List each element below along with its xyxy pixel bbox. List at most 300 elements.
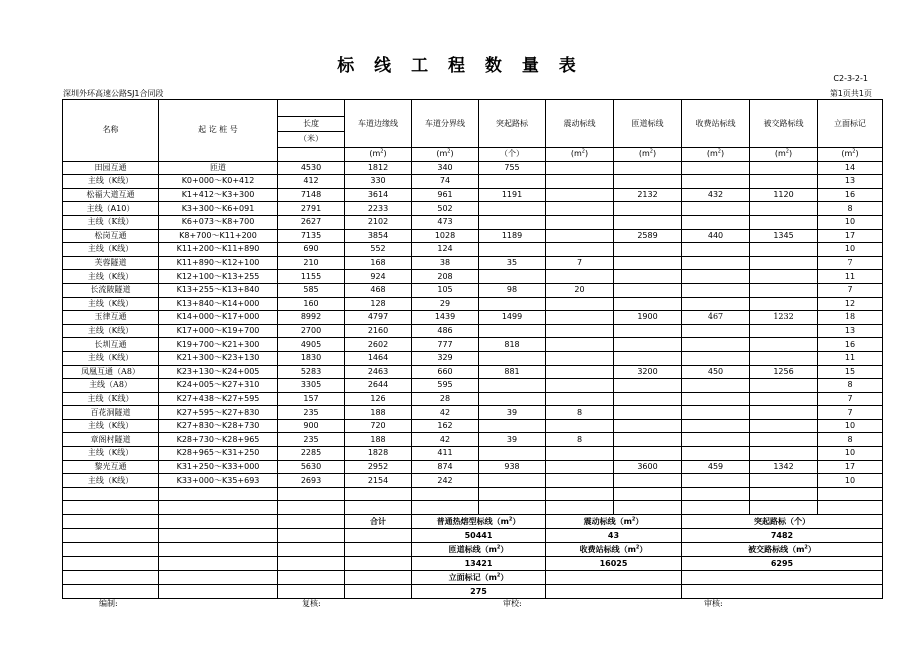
unit-label: (m — [436, 149, 448, 159]
table-cell — [479, 202, 546, 216]
blank-cell — [63, 543, 159, 557]
table-cell: 2463 — [345, 365, 412, 379]
blank-cell — [63, 515, 159, 529]
label-close: ） — [635, 516, 644, 526]
document-code: C2-3-2-1 — [833, 74, 868, 83]
table-cell: 2627 — [278, 215, 345, 229]
facade-value: 275 — [412, 585, 546, 599]
table-cell: 467 — [682, 311, 750, 325]
table-cell — [750, 202, 818, 216]
page-info: 第1页共1页 — [829, 89, 872, 98]
table-row — [63, 379, 883, 393]
table-cell: 10 — [818, 474, 883, 488]
table-cell: 235 — [278, 406, 345, 420]
table-cell: 329 — [412, 351, 479, 365]
table-cell: 330 — [345, 175, 412, 189]
label-close: ） — [639, 544, 648, 554]
table-cell: K24+005～K27+310 — [159, 379, 278, 393]
unit-close: ) — [720, 149, 725, 159]
table-cell: 10 — [818, 243, 883, 257]
unit-cell-6 — [750, 148, 818, 162]
table-cell: 1900 — [614, 311, 682, 325]
table-cell — [546, 392, 614, 406]
table-cell — [546, 229, 614, 243]
table-cell: 3305 — [278, 379, 345, 393]
superscript-2: 2 — [631, 515, 636, 522]
table-cell: 486 — [412, 324, 479, 338]
unit-close: ) — [584, 149, 589, 159]
table-cell: 29 — [412, 297, 479, 311]
table-cell — [614, 379, 682, 393]
header-name: 名称 — [63, 100, 159, 162]
unit-label: (m — [570, 149, 582, 159]
table-cell: K28+730～K28+965 — [159, 433, 278, 447]
blank-cell — [63, 585, 159, 599]
table-cell: 12 — [818, 297, 883, 311]
table-cell: 777 — [412, 338, 479, 352]
blank-cell — [412, 487, 479, 501]
table-cell: 主线（K线） — [63, 324, 159, 338]
table-cell: 14 — [818, 161, 883, 175]
table-cell: 芙蓉隧道 — [63, 256, 159, 270]
unit-cell-7 — [818, 148, 883, 162]
table-cell: 459 — [682, 460, 750, 474]
table-cell: 128 — [345, 297, 412, 311]
header-length-cell — [278, 117, 345, 148]
table-cell: K27+595～K27+830 — [159, 406, 278, 420]
table-cell — [546, 215, 614, 229]
superscript-2: 2 — [447, 148, 451, 155]
blank-cell — [682, 571, 883, 585]
unit-cell-1 — [412, 148, 479, 162]
blank-cell — [546, 585, 682, 599]
unit-close: ) — [383, 149, 387, 159]
blank-cell — [682, 501, 750, 515]
superscript-2: 2 — [496, 543, 501, 550]
blank-cell — [614, 501, 682, 515]
table-cell — [750, 243, 818, 257]
table-cell: 210 — [278, 256, 345, 270]
unit-cell-5 — [682, 148, 750, 162]
unit-label: (m — [369, 149, 381, 159]
facade-label — [412, 571, 546, 585]
table-cell: 7 — [818, 256, 883, 270]
summary-row — [63, 557, 883, 571]
header-col-2: 突起路标 — [479, 100, 546, 148]
blank-cell — [345, 543, 412, 557]
table-row — [63, 161, 883, 175]
unit-cell-3 — [546, 148, 614, 162]
blank-cell — [546, 487, 614, 501]
vibration-value: 43 — [546, 529, 682, 543]
table-cell: 450 — [682, 365, 750, 379]
table-cell: 2644 — [345, 379, 412, 393]
blank-cell — [159, 529, 278, 543]
table-cell: 18 — [818, 311, 883, 325]
table-cell: 412 — [278, 175, 345, 189]
table-cell: 162 — [412, 419, 479, 433]
table-row — [63, 283, 883, 297]
table-cell — [614, 324, 682, 338]
table-cell: 主线（K线） — [63, 270, 159, 284]
header-length-blank — [278, 148, 345, 162]
table-cell: 2602 — [345, 338, 412, 352]
table-cell: 1812 — [345, 161, 412, 175]
table-cell: K0+000～K0+412 — [159, 175, 278, 189]
table-row — [63, 229, 883, 243]
table-cell: 38 — [412, 256, 479, 270]
table-cell: 凤凰互通（A8） — [63, 365, 159, 379]
table-cell: 7135 — [278, 229, 345, 243]
blank-cell — [546, 501, 614, 515]
page-title: 标 线 工 程 数 量 表 — [337, 56, 583, 76]
table-cell: 690 — [278, 243, 345, 257]
table-cell: 10 — [818, 447, 883, 461]
table-cell — [546, 324, 614, 338]
table-cell: 长流陂隧道 — [63, 283, 159, 297]
table-cell — [546, 338, 614, 352]
header-range: 起 讫 桩 号 — [159, 100, 278, 162]
table-cell: 1342 — [750, 460, 818, 474]
table-cell — [750, 474, 818, 488]
table-cell — [546, 351, 614, 365]
table-cell — [682, 283, 750, 297]
table-cell — [682, 406, 750, 420]
blank-cell — [159, 571, 278, 585]
table-cell — [682, 419, 750, 433]
table-cell: 黎光互通 — [63, 460, 159, 474]
blank-cell — [546, 571, 682, 585]
blank-cell — [63, 487, 159, 501]
table-cell: 473 — [412, 215, 479, 229]
superscript-2: 2 — [380, 148, 384, 155]
label-close: ） — [500, 544, 509, 554]
table-cell: 1828 — [345, 447, 412, 461]
summary-label-text: 匝道标线（m — [448, 544, 497, 554]
table-cell: 主线（K线） — [63, 392, 159, 406]
table-cell: 1028 — [412, 229, 479, 243]
blank-cell — [345, 571, 412, 585]
summary-row — [63, 515, 883, 529]
unit-label: (m — [774, 149, 786, 159]
table-cell: K13+840～K14+000 — [159, 297, 278, 311]
table-cell: 1256 — [750, 365, 818, 379]
table-cell: 818 — [479, 338, 546, 352]
table-cell: K12+100～K13+255 — [159, 270, 278, 284]
table-cell — [546, 243, 614, 257]
table-row — [63, 297, 883, 311]
blank-cell — [345, 529, 412, 543]
superscript-2: 2 — [852, 148, 856, 155]
superscript-2: 2 — [581, 148, 585, 155]
table-cell: 13 — [818, 324, 883, 338]
table-cell — [750, 175, 818, 189]
table-cell: 主线（A8） — [63, 379, 159, 393]
blank-cell — [614, 487, 682, 501]
table-cell: 主线（K线） — [63, 474, 159, 488]
table-cell — [479, 474, 546, 488]
table-cell: 411 — [412, 447, 479, 461]
blank-cell — [278, 571, 345, 585]
unit-label: (m — [638, 149, 650, 159]
table-cell — [614, 392, 682, 406]
table-cell: 松岗互通 — [63, 229, 159, 243]
footer-audit: 审校: — [503, 599, 522, 608]
footer-check: 复核: — [302, 599, 321, 608]
blank-cell — [63, 529, 159, 543]
table-cell: 468 — [345, 283, 412, 297]
table-cell: 16 — [818, 188, 883, 202]
table-cell — [750, 351, 818, 365]
blank-cell — [63, 501, 159, 515]
unit-cell-4 — [614, 148, 682, 162]
unit-cell-0 — [345, 148, 412, 162]
table-cell: 15 — [818, 365, 883, 379]
table-cell — [750, 392, 818, 406]
table-cell: 39 — [479, 406, 546, 420]
table-cell — [546, 419, 614, 433]
table-cell: K17+000～K19+700 — [159, 324, 278, 338]
table-cell: K1+412～K3+300 — [159, 188, 278, 202]
table-cell: 8992 — [278, 311, 345, 325]
table-cell — [546, 161, 614, 175]
table-cell: 1345 — [750, 229, 818, 243]
superscript-2: 2 — [649, 148, 653, 155]
blank-cell — [278, 487, 345, 501]
table-cell — [750, 447, 818, 461]
table-cell — [682, 338, 750, 352]
table-cell: 900 — [278, 419, 345, 433]
table-cell: K3+300～K6+091 — [159, 202, 278, 216]
table-cell: K27+830～K28+730 — [159, 419, 278, 433]
table-cell: 主线（K线） — [63, 447, 159, 461]
header-length — [278, 100, 345, 117]
table-cell — [614, 175, 682, 189]
table-cell: 98 — [479, 283, 546, 297]
blank-cell — [159, 585, 278, 599]
table-cell: 百花洞隧道 — [63, 406, 159, 420]
table-cell: 11 — [818, 351, 883, 365]
table-cell: 8 — [546, 406, 614, 420]
table-cell — [750, 419, 818, 433]
table-cell — [546, 474, 614, 488]
table-cell — [750, 256, 818, 270]
blank-cell — [345, 487, 412, 501]
header-length-label: 长度 — [278, 117, 344, 132]
blank-cell — [278, 529, 345, 543]
table-cell: 20 — [546, 283, 614, 297]
table-cell: 1499 — [479, 311, 546, 325]
table-cell: 595 — [412, 379, 479, 393]
table-cell: 主线（K线） — [63, 243, 159, 257]
table-cell: K19+700～K21+300 — [159, 338, 278, 352]
table-cell: 74 — [412, 175, 479, 189]
table-cell: 5630 — [278, 460, 345, 474]
table-cell — [682, 215, 750, 229]
table-cell: 17 — [818, 229, 883, 243]
table-cell — [682, 474, 750, 488]
table-cell: 42 — [412, 406, 479, 420]
table-cell: 124 — [412, 243, 479, 257]
table-cell: 2285 — [278, 447, 345, 461]
normal-value: 50441 — [412, 529, 546, 543]
table-cell: 168 — [345, 256, 412, 270]
table-cell — [614, 351, 682, 365]
table-cell: 660 — [412, 365, 479, 379]
table-row — [63, 338, 883, 352]
label-close: ） — [500, 572, 509, 582]
footer-approve: 审核: — [704, 599, 723, 608]
superscript-2: 2 — [496, 571, 501, 578]
table-cell: 1120 — [750, 188, 818, 202]
table-cell — [479, 351, 546, 365]
table-row — [63, 460, 883, 474]
table-cell — [546, 365, 614, 379]
table-cell — [614, 447, 682, 461]
table-row — [63, 324, 883, 338]
table-cell — [682, 433, 750, 447]
blank-row — [63, 501, 883, 515]
project-name: 深圳外环高速公路SJ1合同段 — [63, 89, 164, 98]
table-cell: 961 — [412, 188, 479, 202]
table-cell: 924 — [345, 270, 412, 284]
table-cell: 主线（K线） — [63, 297, 159, 311]
header-col-4: 匝道标线 — [614, 100, 682, 148]
table-cell — [682, 243, 750, 257]
table-cell: 720 — [345, 419, 412, 433]
table-cell: 208 — [412, 270, 479, 284]
table-cell — [614, 256, 682, 270]
unit-close: ) — [855, 149, 859, 159]
table-cell — [546, 379, 614, 393]
table-cell: 502 — [412, 202, 479, 216]
blank-cell — [278, 557, 345, 571]
blank-cell — [159, 557, 278, 571]
table-cell: 188 — [345, 406, 412, 420]
table-cell: 主线（K线） — [63, 351, 159, 365]
table-cell — [682, 324, 750, 338]
table-cell: 5283 — [278, 365, 345, 379]
table-cell: 13 — [818, 175, 883, 189]
table-cell: 主线（K线） — [63, 175, 159, 189]
table-row — [63, 406, 883, 420]
blank-cell — [159, 487, 278, 501]
table-cell: 1232 — [750, 311, 818, 325]
table-cell: 235 — [278, 433, 345, 447]
unit-close: ) — [450, 149, 454, 159]
table-cell: K11+200～K11+890 — [159, 243, 278, 257]
table-cell: 126 — [345, 392, 412, 406]
table-cell — [614, 474, 682, 488]
table-cell — [682, 256, 750, 270]
blank-cell — [159, 501, 278, 515]
blank-cell — [345, 585, 412, 599]
table-cell: 10 — [818, 419, 883, 433]
table-cell — [614, 338, 682, 352]
table-cell: 4905 — [278, 338, 345, 352]
blank-cell — [479, 501, 546, 515]
blank-cell — [159, 543, 278, 557]
table-cell — [614, 161, 682, 175]
table-cell — [750, 283, 818, 297]
table-cell: 35 — [479, 256, 546, 270]
table-cell: K28+965～K31+250 — [159, 447, 278, 461]
label-close: ） — [512, 516, 521, 526]
table-cell: K13+255～K13+840 — [159, 283, 278, 297]
table-cell — [750, 297, 818, 311]
header-col-5: 收费站标线 — [682, 100, 750, 148]
table-cell: 7 — [546, 256, 614, 270]
table-row — [63, 447, 883, 461]
table-cell: 松福大道互通 — [63, 188, 159, 202]
footer-made: 编制: — [99, 599, 118, 608]
blank-cell — [682, 487, 750, 501]
table-row — [63, 311, 883, 325]
blank-cell — [278, 501, 345, 515]
table-row — [63, 243, 883, 257]
table-cell: 玉律互通 — [63, 311, 159, 325]
toll-label — [546, 543, 682, 557]
table-cell — [479, 270, 546, 284]
table-cell: 7 — [818, 406, 883, 420]
table-cell: 章阁村隧道 — [63, 433, 159, 447]
table-cell — [750, 379, 818, 393]
table-cell — [750, 406, 818, 420]
table-cell — [750, 161, 818, 175]
table-cell — [682, 202, 750, 216]
header-col-3: 震动标线 — [546, 100, 614, 148]
table-row — [63, 202, 883, 216]
table-cell — [614, 419, 682, 433]
blank-cell — [278, 585, 345, 599]
table-cell: 1464 — [345, 351, 412, 365]
quantity-table — [62, 99, 883, 599]
table-cell — [479, 392, 546, 406]
table-cell — [479, 175, 546, 189]
unit-cell-2 — [479, 148, 546, 162]
superscript-2: 2 — [785, 148, 789, 155]
table-cell — [546, 202, 614, 216]
table-cell: 11 — [818, 270, 883, 284]
table-cell: 田园互通 — [63, 161, 159, 175]
table-cell: 8 — [818, 202, 883, 216]
table-cell — [614, 270, 682, 284]
total-label: 合计 — [345, 515, 412, 529]
table-cell: 188 — [345, 433, 412, 447]
table-cell — [682, 447, 750, 461]
table-cell: 440 — [682, 229, 750, 243]
ramp-label — [412, 543, 546, 557]
table-cell: 881 — [479, 365, 546, 379]
table-cell: 39 — [479, 433, 546, 447]
table-cell: 938 — [479, 460, 546, 474]
table-cell: 3614 — [345, 188, 412, 202]
table-row — [63, 392, 883, 406]
table-cell: 432 — [682, 188, 750, 202]
table-row — [63, 215, 883, 229]
unit-close: ) — [652, 149, 657, 159]
table-cell: 16 — [818, 338, 883, 352]
table-cell — [479, 324, 546, 338]
summary-row — [63, 529, 883, 543]
superscript-2: 2 — [635, 543, 640, 550]
table-cell: 3854 — [345, 229, 412, 243]
label-close: ） — [807, 544, 816, 554]
crossroad-label — [682, 543, 883, 557]
table-cell: 28 — [412, 392, 479, 406]
unit-label: （个） — [500, 149, 524, 159]
blank-cell — [159, 515, 278, 529]
